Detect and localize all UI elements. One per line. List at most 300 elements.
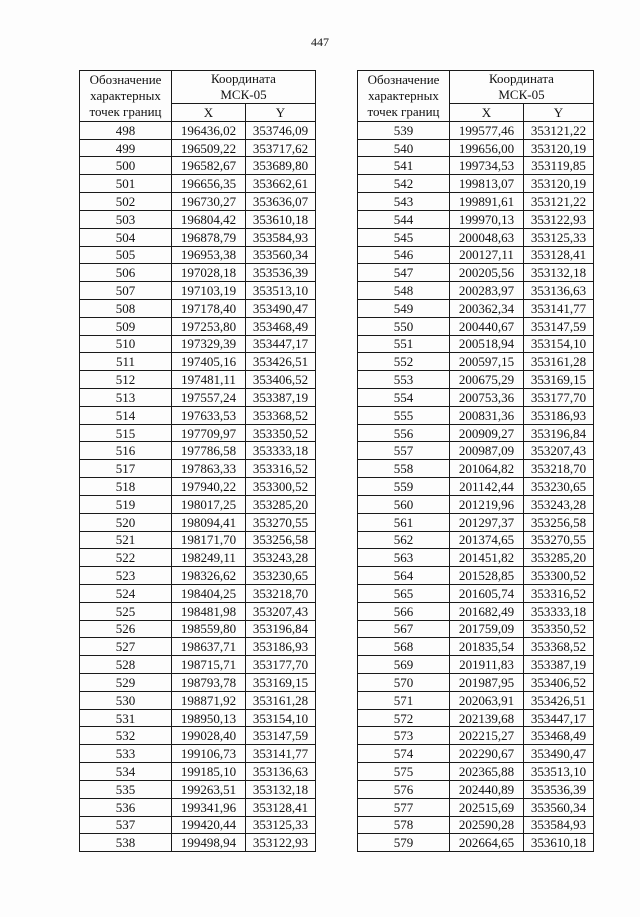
coordinates-table-right <box>357 70 594 852</box>
y-coordinate-cell: 353177,70 <box>246 656 316 674</box>
y-coordinate-cell: 353147,59 <box>246 727 316 745</box>
x-coordinate-cell: 200987,09 <box>450 442 524 460</box>
table-row <box>358 763 594 781</box>
x-coordinate-cell: 200675,29 <box>450 371 524 389</box>
y-coordinate-cell: 353316,52 <box>524 584 594 602</box>
point-number-cell: 577 <box>358 798 450 816</box>
point-number-cell: 498 <box>80 121 172 139</box>
y-coordinate-cell: 353256,58 <box>246 531 316 549</box>
table-row <box>80 353 316 371</box>
y-coordinate-cell: 353426,51 <box>524 691 594 709</box>
x-coordinate-cell: 200362,34 <box>450 299 524 317</box>
y-coordinate-cell: 353447,17 <box>246 335 316 353</box>
y-coordinate-cell: 353560,34 <box>246 246 316 264</box>
y-coordinate-cell: 353230,65 <box>524 478 594 496</box>
x-coordinate-cell: 198171,70 <box>172 531 246 549</box>
x-coordinate-cell: 202440,89 <box>450 780 524 798</box>
x-coordinate-cell: 200048,63 <box>450 228 524 246</box>
x-coordinate-cell: 199185,10 <box>172 763 246 781</box>
point-number-cell: 553 <box>358 371 450 389</box>
y-coordinate-cell: 353490,47 <box>524 745 594 763</box>
y-coordinate-cell: 353120,19 <box>524 175 594 193</box>
y-coordinate-cell: 353128,41 <box>524 246 594 264</box>
point-column-header: Обозначение характерных точек границ <box>80 71 172 122</box>
x-coordinate-cell: 198481,98 <box>172 602 246 620</box>
x-coordinate-cell: 201987,95 <box>450 674 524 692</box>
x-coordinate-cell: 198094,41 <box>172 513 246 531</box>
table-row <box>358 389 594 407</box>
point-number-cell: 554 <box>358 389 450 407</box>
table-row <box>358 246 594 264</box>
table-body <box>80 121 316 851</box>
point-number-cell: 560 <box>358 495 450 513</box>
y-coordinate-cell: 353119,85 <box>524 157 594 175</box>
x-coordinate-cell: 199577,46 <box>450 121 524 139</box>
table-row <box>358 745 594 763</box>
x-coordinate-cell: 198793,78 <box>172 674 246 692</box>
table-row <box>80 317 316 335</box>
table-row <box>358 495 594 513</box>
y-coordinate-cell: 353218,70 <box>524 460 594 478</box>
x-coordinate-cell: 200283,97 <box>450 282 524 300</box>
point-number-cell: 559 <box>358 478 450 496</box>
y-coordinate-cell: 353121,22 <box>524 193 594 211</box>
x-coordinate-cell: 197253,80 <box>172 317 246 335</box>
table-row <box>80 834 316 852</box>
coordinates-table-left <box>79 70 316 852</box>
x-coordinate-cell: 200518,94 <box>450 335 524 353</box>
y-coordinate-cell: 353285,20 <box>246 495 316 513</box>
x-coordinate-cell: 201142,44 <box>450 478 524 496</box>
point-number-cell: 548 <box>358 282 450 300</box>
point-number-cell: 504 <box>80 228 172 246</box>
point-number-cell: 540 <box>358 139 450 157</box>
x-coordinate-cell: 197633,53 <box>172 406 246 424</box>
point-number-cell: 573 <box>358 727 450 745</box>
y-coordinate-cell: 353368,52 <box>524 638 594 656</box>
table-row <box>80 139 316 157</box>
y-coordinate-cell: 353132,18 <box>246 780 316 798</box>
x-coordinate-cell: 198871,92 <box>172 691 246 709</box>
point-number-cell: 558 <box>358 460 450 478</box>
point-number-cell: 524 <box>80 584 172 602</box>
table-row <box>358 175 594 193</box>
table-row <box>80 264 316 282</box>
table-row <box>358 531 594 549</box>
point-number-cell: 516 <box>80 442 172 460</box>
table-row <box>358 121 594 139</box>
point-number-cell: 563 <box>358 549 450 567</box>
x-coordinate-cell: 200127,11 <box>450 246 524 264</box>
table-row <box>358 602 594 620</box>
x-coordinate-cell: 202365,88 <box>450 763 524 781</box>
table-row <box>80 495 316 513</box>
x-coordinate-cell: 197405,16 <box>172 353 246 371</box>
x-coordinate-cell: 202515,69 <box>450 798 524 816</box>
x-coordinate-cell: 200597,15 <box>450 353 524 371</box>
x-coordinate-cell: 202664,65 <box>450 834 524 852</box>
table-row <box>358 442 594 460</box>
y-coordinate-cell: 353154,10 <box>524 335 594 353</box>
y-coordinate-cell: 353333,18 <box>246 442 316 460</box>
table-row <box>358 353 594 371</box>
x-coordinate-cell: 198950,13 <box>172 709 246 727</box>
point-number-cell: 535 <box>80 780 172 798</box>
point-number-cell: 502 <box>80 193 172 211</box>
point-number-cell: 545 <box>358 228 450 246</box>
table-row <box>358 549 594 567</box>
y-coordinate-cell: 353154,10 <box>246 709 316 727</box>
table-row <box>358 478 594 496</box>
y-coordinate-cell: 353717,62 <box>246 139 316 157</box>
y-coordinate-cell: 353169,15 <box>246 674 316 692</box>
table-row <box>358 656 594 674</box>
table-row <box>358 727 594 745</box>
x-coordinate-cell: 198249,11 <box>172 549 246 567</box>
y-coordinate-cell: 353256,58 <box>524 513 594 531</box>
table-row <box>358 709 594 727</box>
point-number-cell: 520 <box>80 513 172 531</box>
y-coordinate-cell: 353560,34 <box>524 798 594 816</box>
y-coordinate-cell: 353426,51 <box>246 353 316 371</box>
point-number-cell: 522 <box>80 549 172 567</box>
y-coordinate-cell: 353468,49 <box>524 727 594 745</box>
x-coordinate-cell: 198404,25 <box>172 584 246 602</box>
x-coordinate-cell: 199498,94 <box>172 834 246 852</box>
x-coordinate-cell: 200831,36 <box>450 406 524 424</box>
point-number-cell: 538 <box>80 834 172 852</box>
x-coordinate-cell: 197103,19 <box>172 282 246 300</box>
x-coordinate-cell: 197863,33 <box>172 460 246 478</box>
x-column-header: X <box>450 104 524 122</box>
y-coordinate-cell: 353122,93 <box>524 210 594 228</box>
point-number-cell: 510 <box>80 335 172 353</box>
x-coordinate-cell: 199420,44 <box>172 816 246 834</box>
point-number-cell: 566 <box>358 602 450 620</box>
point-number-cell: 550 <box>358 317 450 335</box>
point-number-cell: 546 <box>358 246 450 264</box>
point-number-cell: 519 <box>80 495 172 513</box>
coordinate-system-header: Координата МСК-05 <box>450 71 594 104</box>
point-number-cell: 569 <box>358 656 450 674</box>
point-number-cell: 537 <box>80 816 172 834</box>
point-number-cell: 529 <box>80 674 172 692</box>
point-number-cell: 533 <box>80 745 172 763</box>
y-coordinate-cell: 353285,20 <box>524 549 594 567</box>
point-number-cell: 528 <box>80 656 172 674</box>
table-row <box>358 567 594 585</box>
point-number-cell: 551 <box>358 335 450 353</box>
x-coordinate-cell: 196804,42 <box>172 210 246 228</box>
table-row <box>80 282 316 300</box>
x-coordinate-cell: 196953,38 <box>172 246 246 264</box>
point-number-cell: 513 <box>80 389 172 407</box>
table-row <box>80 584 316 602</box>
table-row <box>80 798 316 816</box>
y-coordinate-cell: 353169,15 <box>524 371 594 389</box>
y-coordinate-cell: 353177,70 <box>524 389 594 407</box>
x-coordinate-cell: 202290,67 <box>450 745 524 763</box>
x-coordinate-cell: 201297,37 <box>450 513 524 531</box>
y-coordinate-cell: 353536,39 <box>524 780 594 798</box>
x-coordinate-cell: 201682,49 <box>450 602 524 620</box>
x-coordinate-cell: 198637,71 <box>172 638 246 656</box>
y-coordinate-cell: 353230,65 <box>246 567 316 585</box>
table-row <box>80 478 316 496</box>
x-coordinate-cell: 197940,22 <box>172 478 246 496</box>
y-coordinate-cell: 353207,43 <box>246 602 316 620</box>
point-number-cell: 574 <box>358 745 450 763</box>
y-coordinate-cell: 353122,93 <box>246 834 316 852</box>
point-number-cell: 521 <box>80 531 172 549</box>
x-coordinate-cell: 202590,28 <box>450 816 524 834</box>
y-coordinate-cell: 353136,63 <box>524 282 594 300</box>
x-coordinate-cell: 197178,40 <box>172 299 246 317</box>
x-coordinate-cell: 199106,73 <box>172 745 246 763</box>
table-row <box>80 531 316 549</box>
x-coordinate-cell: 202139,68 <box>450 709 524 727</box>
y-coordinate-cell: 353610,18 <box>246 210 316 228</box>
y-coordinate-cell: 353468,49 <box>246 317 316 335</box>
table-row <box>358 317 594 335</box>
y-coordinate-cell: 353406,52 <box>524 674 594 692</box>
point-number-cell: 576 <box>358 780 450 798</box>
point-number-cell: 561 <box>358 513 450 531</box>
point-number-cell: 534 <box>80 763 172 781</box>
coordinate-system-header: Координата МСК-05 <box>172 71 316 104</box>
table-row <box>80 763 316 781</box>
y-coordinate-cell: 353186,93 <box>524 406 594 424</box>
table-row <box>358 620 594 638</box>
table-row <box>80 157 316 175</box>
table-row <box>80 602 316 620</box>
x-coordinate-cell: 198715,71 <box>172 656 246 674</box>
y-coordinate-cell: 353387,19 <box>524 656 594 674</box>
y-coordinate-cell: 353132,18 <box>524 264 594 282</box>
table-row <box>358 264 594 282</box>
y-coordinate-cell: 353333,18 <box>524 602 594 620</box>
x-coordinate-cell: 198559,80 <box>172 620 246 638</box>
y-coordinate-cell: 353300,52 <box>524 567 594 585</box>
y-coordinate-cell: 353141,77 <box>524 299 594 317</box>
x-coordinate-cell: 196730,27 <box>172 193 246 211</box>
point-number-cell: 507 <box>80 282 172 300</box>
y-coordinate-cell: 353270,55 <box>246 513 316 531</box>
point-number-cell: 549 <box>358 299 450 317</box>
point-number-cell: 556 <box>358 424 450 442</box>
table-row <box>80 371 316 389</box>
y-coordinate-cell: 353350,52 <box>246 424 316 442</box>
y-coordinate-cell: 353186,93 <box>246 638 316 656</box>
table-row <box>358 228 594 246</box>
y-coordinate-cell: 353125,33 <box>246 816 316 834</box>
table-row <box>80 193 316 211</box>
y-column-header: Y <box>246 104 316 122</box>
table-row <box>358 691 594 709</box>
y-coordinate-cell: 353368,52 <box>246 406 316 424</box>
y-coordinate-cell: 353513,10 <box>246 282 316 300</box>
point-number-cell: 512 <box>80 371 172 389</box>
table-row <box>358 816 594 834</box>
x-coordinate-cell: 199813,07 <box>450 175 524 193</box>
x-coordinate-cell: 199734,53 <box>450 157 524 175</box>
point-number-cell: 532 <box>80 727 172 745</box>
point-number-cell: 508 <box>80 299 172 317</box>
y-coordinate-cell: 353513,10 <box>524 763 594 781</box>
point-number-cell: 575 <box>358 763 450 781</box>
y-coordinate-cell: 353689,80 <box>246 157 316 175</box>
table-row <box>80 389 316 407</box>
table-row <box>80 460 316 478</box>
table-row <box>80 620 316 638</box>
y-coordinate-cell: 353128,41 <box>246 798 316 816</box>
point-column-header: Обозначение характерных точек границ <box>358 71 450 122</box>
table-row <box>80 709 316 727</box>
x-coordinate-cell: 201911,83 <box>450 656 524 674</box>
point-number-cell: 571 <box>358 691 450 709</box>
x-coordinate-cell: 198326,62 <box>172 567 246 585</box>
point-number-cell: 543 <box>358 193 450 211</box>
y-coordinate-cell: 353243,28 <box>524 495 594 513</box>
x-coordinate-cell: 201528,85 <box>450 567 524 585</box>
x-coordinate-cell: 197028,18 <box>172 264 246 282</box>
x-coordinate-cell: 200909,27 <box>450 424 524 442</box>
table-row <box>80 638 316 656</box>
table-row <box>80 424 316 442</box>
x-coordinate-cell: 200205,56 <box>450 264 524 282</box>
point-number-cell: 514 <box>80 406 172 424</box>
x-coordinate-cell: 202063,91 <box>450 691 524 709</box>
y-coordinate-cell: 353536,39 <box>246 264 316 282</box>
point-number-cell: 570 <box>358 674 450 692</box>
y-coordinate-cell: 353136,63 <box>246 763 316 781</box>
x-coordinate-cell: 198017,25 <box>172 495 246 513</box>
table-row <box>358 513 594 531</box>
table-row <box>80 691 316 709</box>
y-column-header: Y <box>524 104 594 122</box>
x-coordinate-cell: 196656,35 <box>172 175 246 193</box>
table-row <box>80 816 316 834</box>
table-row <box>358 139 594 157</box>
point-number-cell: 523 <box>80 567 172 585</box>
y-coordinate-cell: 353387,19 <box>246 389 316 407</box>
table-row <box>80 335 316 353</box>
table-row <box>358 406 594 424</box>
table-row <box>80 567 316 585</box>
point-number-cell: 517 <box>80 460 172 478</box>
point-number-cell: 530 <box>80 691 172 709</box>
x-coordinate-cell: 196509,22 <box>172 139 246 157</box>
table-row <box>358 335 594 353</box>
table-row <box>358 780 594 798</box>
table-row <box>358 674 594 692</box>
table-row <box>80 780 316 798</box>
table-row <box>358 834 594 852</box>
table-row <box>358 193 594 211</box>
y-coordinate-cell: 353662,61 <box>246 175 316 193</box>
x-coordinate-cell: 199028,40 <box>172 727 246 745</box>
y-coordinate-cell: 353161,28 <box>246 691 316 709</box>
point-number-cell: 499 <box>80 139 172 157</box>
y-coordinate-cell: 353490,47 <box>246 299 316 317</box>
table-row <box>80 549 316 567</box>
point-number-cell: 525 <box>80 602 172 620</box>
table-row <box>80 175 316 193</box>
x-coordinate-cell: 197709,97 <box>172 424 246 442</box>
point-number-cell: 555 <box>358 406 450 424</box>
y-coordinate-cell: 353125,33 <box>524 228 594 246</box>
table-row <box>80 406 316 424</box>
x-coordinate-cell: 196878,79 <box>172 228 246 246</box>
x-coordinate-cell: 199263,51 <box>172 780 246 798</box>
y-coordinate-cell: 353350,52 <box>524 620 594 638</box>
point-number-cell: 579 <box>358 834 450 852</box>
point-number-cell: 564 <box>358 567 450 585</box>
point-number-cell: 500 <box>80 157 172 175</box>
x-coordinate-cell: 202215,27 <box>450 727 524 745</box>
x-coordinate-cell: 201451,82 <box>450 549 524 567</box>
table-row <box>80 745 316 763</box>
table-row <box>80 513 316 531</box>
x-coordinate-cell: 201605,74 <box>450 584 524 602</box>
point-number-cell: 515 <box>80 424 172 442</box>
x-coordinate-cell: 201835,54 <box>450 638 524 656</box>
table-row <box>358 371 594 389</box>
point-number-cell: 506 <box>80 264 172 282</box>
y-coordinate-cell: 353218,70 <box>246 584 316 602</box>
point-number-cell: 572 <box>358 709 450 727</box>
page-number: 447 <box>311 35 329 49</box>
point-number-cell: 526 <box>80 620 172 638</box>
table-body <box>358 121 594 851</box>
table-row <box>358 282 594 300</box>
x-coordinate-cell: 196436,02 <box>172 121 246 139</box>
y-coordinate-cell: 353141,77 <box>246 745 316 763</box>
point-number-cell: 539 <box>358 121 450 139</box>
point-number-cell: 503 <box>80 210 172 228</box>
table-row <box>358 460 594 478</box>
point-number-cell: 518 <box>80 478 172 496</box>
y-coordinate-cell: 353636,07 <box>246 193 316 211</box>
x-coordinate-cell: 197329,39 <box>172 335 246 353</box>
y-coordinate-cell: 353120,19 <box>524 139 594 157</box>
y-coordinate-cell: 353746,09 <box>246 121 316 139</box>
x-coordinate-cell: 199656,00 <box>450 139 524 157</box>
point-number-cell: 505 <box>80 246 172 264</box>
table-row <box>358 798 594 816</box>
table-row <box>80 228 316 246</box>
point-number-cell: 578 <box>358 816 450 834</box>
table-row <box>358 210 594 228</box>
table-row <box>358 157 594 175</box>
table-row <box>80 246 316 264</box>
point-number-cell: 562 <box>358 531 450 549</box>
point-number-cell: 509 <box>80 317 172 335</box>
y-coordinate-cell: 353121,22 <box>524 121 594 139</box>
point-number-cell: 544 <box>358 210 450 228</box>
point-number-cell: 541 <box>358 157 450 175</box>
point-number-cell: 542 <box>358 175 450 193</box>
y-coordinate-cell: 353270,55 <box>524 531 594 549</box>
table-row <box>358 584 594 602</box>
x-coordinate-cell: 197481,11 <box>172 371 246 389</box>
x-coordinate-cell: 199891,61 <box>450 193 524 211</box>
x-coordinate-cell: 201064,82 <box>450 460 524 478</box>
point-number-cell: 501 <box>80 175 172 193</box>
y-coordinate-cell: 353584,93 <box>246 228 316 246</box>
y-coordinate-cell: 353610,18 <box>524 834 594 852</box>
point-number-cell: 531 <box>80 709 172 727</box>
